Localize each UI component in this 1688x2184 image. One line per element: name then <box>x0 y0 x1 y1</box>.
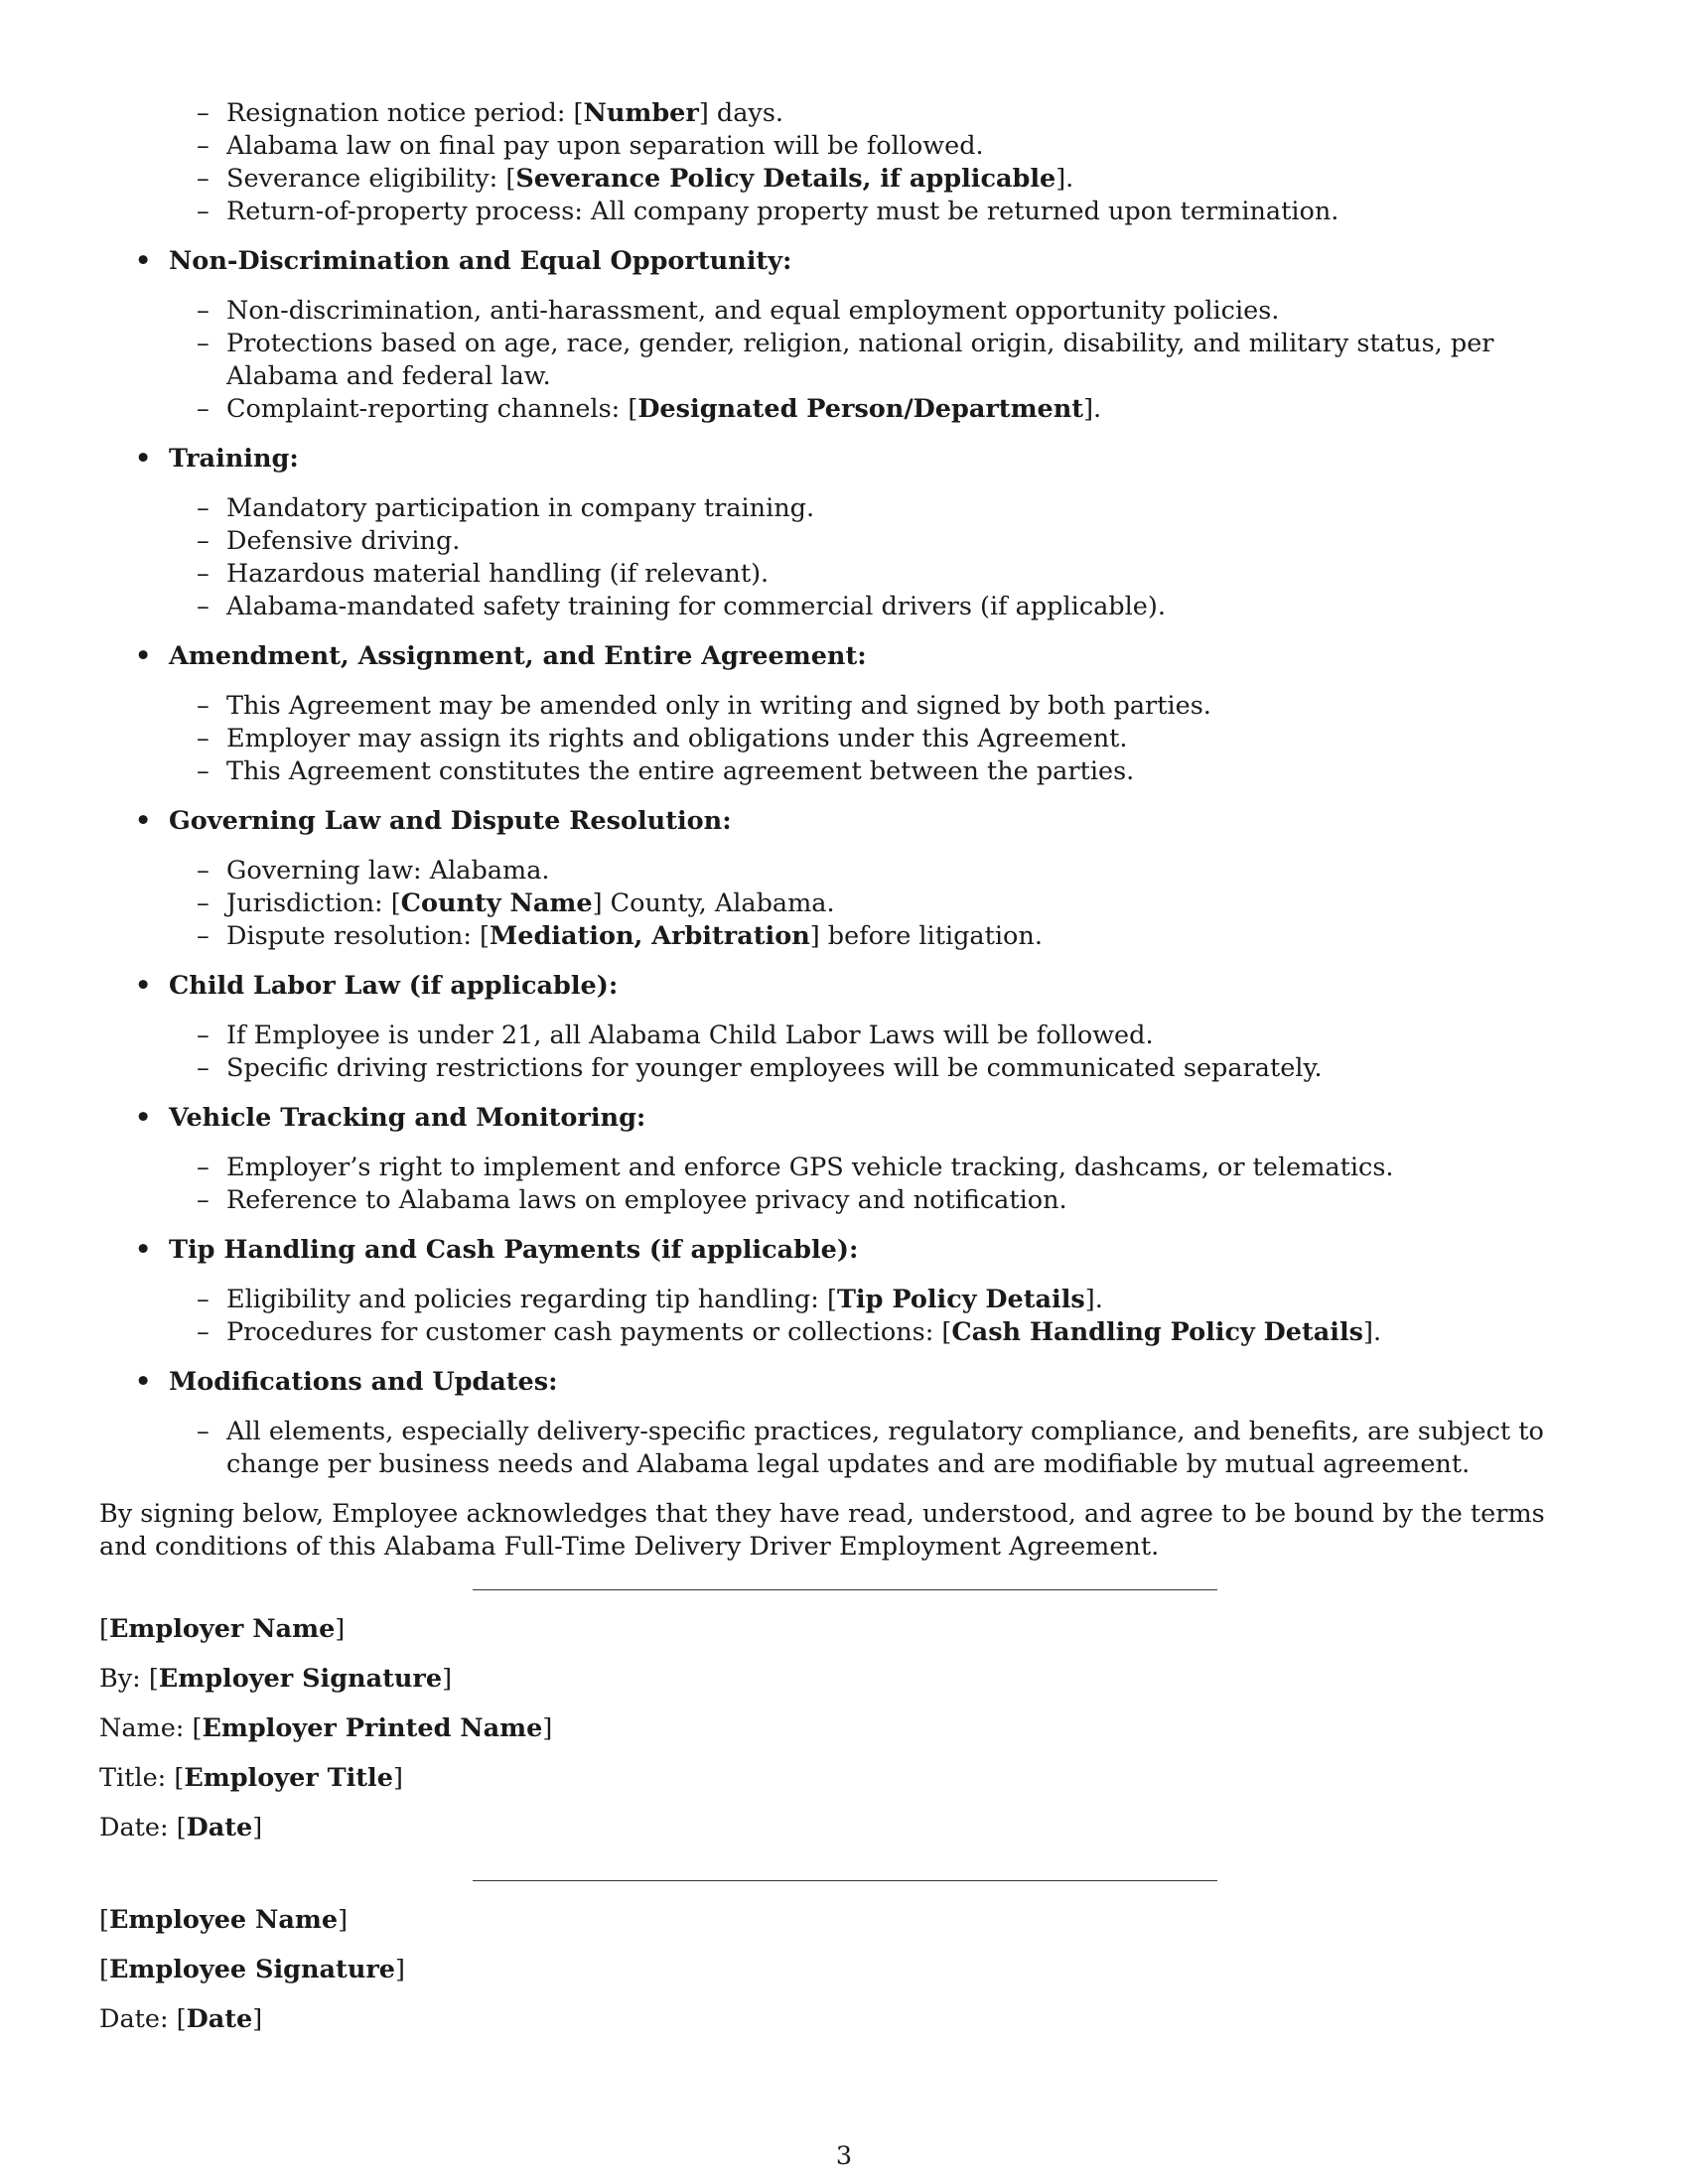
section-items <box>99 295 1591 426</box>
section-heading: • Training: <box>99 443 1591 476</box>
employer-name-field: [Employer Name] <box>99 1614 346 1644</box>
acknowledgement-paragraph: By signing below, Employee acknowledges that they have read, understood, and agree to be bound by the terms and conditions of this Alabama Full-Time Delivery Driver Employment Agreement. <box>99 1499 1545 1562</box>
list-item: – Employer may assign its rights and obligations under this Agreement. <box>226 723 1591 755</box>
list-item: – Protections based on age, race, gender, religion, national origin, disability, and military status, per Alabama and federal law. <box>226 328 1591 393</box>
list-item: – Employer’s right to implement and enforce GPS vehicle tracking, dashcams, or telematics. <box>226 1152 1591 1184</box>
list-item: – Resignation notice period: [Number] days. <box>226 97 1591 130</box>
list-item: – This Agreement constitutes the entire agreement between the parties. <box>226 755 1591 788</box>
list-item: – Hazardous material handling (if relevant). <box>226 558 1591 591</box>
page-content <box>99 97 1591 2044</box>
list-item: – Mandatory participation in company training. <box>226 492 1591 525</box>
employee-signature-field: [Employee Signature] <box>99 1955 405 1984</box>
employee-date-field: Date: [Date] <box>99 2004 263 2034</box>
section-items <box>99 1416 1591 1481</box>
section-tip-handling <box>99 1234 1591 1349</box>
list-item: – If Employee is under 21, all Alabama Child Labor Laws will be followed. <box>226 1020 1591 1052</box>
section-items <box>99 1020 1591 1085</box>
employer-printed-name-field: Name: [Employer Printed Name] <box>99 1713 553 1743</box>
list-item: – Defensive driving. <box>226 525 1591 558</box>
section-heading: • Modifications and Updates: <box>99 1366 1591 1399</box>
list-item: – Procedures for customer cash payments or collections: [Cash Handling Policy Details]. <box>226 1316 1591 1349</box>
employer-title-field: Title: [Employer Title] <box>99 1763 403 1793</box>
section-non-discrimination <box>99 245 1591 426</box>
section-governing-law <box>99 805 1591 953</box>
section-heading: • Governing Law and Dispute Resolution: <box>99 805 1591 838</box>
termination-items <box>99 97 1591 228</box>
list-item: – Return-of-property process: All company property must be returned upon termination. <box>226 196 1591 228</box>
list-item: – Non-discrimination, anti-harassment, and equal employment opportunity policies. <box>226 295 1591 328</box>
section-child-labor <box>99 970 1591 1085</box>
list-item: – Jurisdiction: [County Name] County, Alabama. <box>226 887 1591 920</box>
list-item: – This Agreement may be amended only in writing and signed by both parties. <box>226 690 1591 723</box>
employer-signature-field: By: [Employer Signature] <box>99 1664 453 1694</box>
section-items <box>99 492 1591 623</box>
section-amendment <box>99 640 1591 788</box>
section-training <box>99 443 1591 623</box>
section-items <box>99 1152 1591 1217</box>
section-heading: • Non-Discrimination and Equal Opportunity: <box>99 245 1591 278</box>
list-item: – Dispute resolution: [Mediation, Arbitration] before litigation. <box>226 920 1591 953</box>
section-items <box>99 1284 1591 1349</box>
list-item: – Eligibility and policies regarding tip handling: [Tip Policy Details]. <box>226 1284 1591 1316</box>
section-modifications <box>99 1366 1591 1481</box>
employer-signature-block <box>99 1604 1591 1852</box>
section-heading: • Amendment, Assignment, and Entire Agreement: <box>99 640 1591 673</box>
page-number: 3 <box>835 2141 853 2171</box>
list-item: – Specific driving restrictions for younger employees will be communicated separately. <box>226 1052 1591 1085</box>
list-item: – Alabama-mandated safety training for commercial drivers (if applicable). <box>226 591 1591 623</box>
section-vehicle-tracking <box>99 1102 1591 1217</box>
list-item: – Alabama law on final pay upon separation will be followed. <box>226 130 1591 163</box>
section-items <box>99 690 1591 788</box>
list-item: – Reference to Alabama laws on employee privacy and notification. <box>226 1184 1591 1217</box>
section-heading: • Child Labor Law (if applicable): <box>99 970 1591 1003</box>
list-item: – Complaint-reporting channels: [Designated Person/Department]. <box>226 393 1591 426</box>
section-heading: • Vehicle Tracking and Monitoring: <box>99 1102 1591 1135</box>
list-item: – All elements, especially delivery-specific practices, regulatory compliance, and benefits, are subject to change per business needs and Alabama legal updates and are modifiable by mutual agreement. <box>226 1416 1591 1481</box>
employer-date-field: Date: [Date] <box>99 1813 263 1843</box>
list-item: – Governing law: Alabama. <box>226 855 1591 887</box>
employee-name-field: [Employee Name] <box>99 1905 349 1935</box>
employee-signature-block <box>99 1895 1591 2044</box>
section-heading: • Tip Handling and Cash Payments (if applicable): <box>99 1234 1591 1267</box>
section-items <box>99 855 1591 953</box>
list-item: – Severance eligibility: [Severance Policy Details, if applicable]. <box>226 163 1591 196</box>
